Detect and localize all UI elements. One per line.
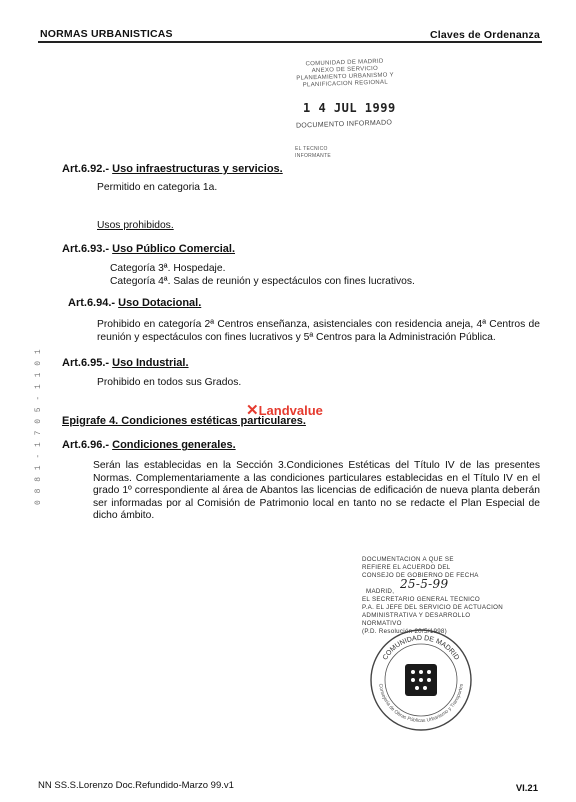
article-title: Uso Industrial. (112, 357, 189, 369)
stamp-line: (P.D. Resolución 20/5/1998) (362, 628, 448, 635)
article-title: Uso infraestructuras y servicios. (112, 163, 283, 175)
prohibited-uses-heading: Usos prohibidos. (97, 220, 174, 231)
article-number: Art.6.94.- (68, 297, 116, 309)
epigrafe-4-heading: Epigrafe 4. Condiciones estéticas particulares. (62, 415, 306, 427)
stamp-line: CONSEJO DE GOBIERNO DE FECHA (362, 572, 479, 579)
stamp-madrid: MADRID, (366, 588, 395, 595)
watermark-text: Landvalue (258, 403, 323, 418)
article-6-92-heading (62, 163, 283, 175)
landvalue-logo-icon: ✕ (246, 402, 259, 419)
article-number: Art.6.96.- (62, 439, 110, 451)
article-title: Uso Dotacional. (118, 297, 202, 309)
header-left: NORMAS URBANISTICAS (40, 28, 173, 40)
article-6-95-heading (62, 357, 189, 369)
approval-stamp-top (280, 58, 411, 91)
footer-document-name: NN SS.S.Lorenzo Doc.Refundido-Marzo 99.v1 (38, 780, 234, 791)
stamp-date: 1 4 JUL 1999 (303, 101, 396, 115)
header-rule (38, 41, 542, 43)
margin-registration-number: 0 8 8 1 - 1 7 0 5 - 1 1 0 1 (34, 348, 43, 505)
article-6-96-text: Serán las establecidas en la Sección 3.Condiciones Estéticas del Título IV de las presentes Normas. Complementariamente a las condiciones particulares establecidas en el Título IV en el grado 1º correspondiente al área de Abantos las licencias de edificación de nueva planta deberán ser informadas por al Comisión de Patrimonio local en tanto no se redacte el Plan Especial de dicho ámbito. (93, 460, 540, 521)
stamp-line: NORMATIVO (362, 620, 402, 627)
stamp-line: PLANIFICACION REGIONAL (302, 79, 389, 89)
stamp-line: COMUNIDAD DE MADRID (305, 58, 384, 68)
article-number: Art.6.95.- (62, 357, 110, 369)
article-title: Uso Público Comercial. (112, 243, 236, 255)
article-number: Art.6.92.- (62, 163, 110, 175)
stamp-line: DOCUMENTACION A QUE SE (362, 556, 454, 563)
stamp-line: ADMINISTRATIVA Y DESARROLLO (362, 612, 471, 619)
article-6-92-text: Permitido en categoria 1a. (97, 182, 218, 193)
stamp-line: ANEXO DE SERVICIO (311, 65, 379, 75)
article-6-93-line-2: Categoría 4ª. Salas de reunión y espectáculos con fines lucrativos. (110, 276, 415, 287)
comunidad-madrid-seal-icon (367, 626, 475, 734)
stamp-line: EL SECRETARIO GENERAL TECNICO (362, 596, 481, 603)
footer-page-number: VI.21 (515, 783, 538, 794)
certification-stamp (362, 556, 504, 636)
stamp-line: P.A. EL JEFE DEL SERVICIO DE ACTUACION (362, 604, 504, 611)
stamp-line: REFIERE EL ACUERDO DEL (362, 564, 451, 571)
stamp-small-line: INFORMANTE (295, 153, 332, 159)
article-6-95-text: Prohibido en todos sus Grados. (97, 377, 242, 388)
article-6-94-heading (68, 297, 201, 309)
stamp-line: PLANEAMIENTO URBANISMO Y (296, 72, 395, 82)
stamp-small-line: EL TECNICO (295, 146, 328, 152)
article-number: Art.6.93.- (62, 243, 110, 255)
article-6-94-text: Prohibido en categoría 2ª Centros enseñanza, asistenciales con residencia aneja, 4ª Centros de reunión y espectáculos con fines lucrativos y 5ª Centros para la Administración Pública. (97, 319, 540, 343)
article-6-93-line-1: Categoría 3ª. Hospedaje. (110, 263, 226, 274)
article-6-93-heading (62, 243, 235, 255)
header-right: Claves de Ordenanza (429, 29, 540, 41)
seal-ring-top-path: COMUNIDAD DE MADRID (381, 634, 461, 662)
article-6-96-heading (62, 439, 236, 451)
stamp-caption: DOCUMENTO INFORMADO (295, 119, 393, 130)
seal-ring-bottom-path: Consejería de Obras Públicas Urbanismo y Transportes (377, 683, 465, 725)
handwritten-date: 25-5-99 (400, 577, 449, 591)
article-title: Condiciones generales. (112, 439, 236, 451)
stamp-small (295, 146, 331, 160)
